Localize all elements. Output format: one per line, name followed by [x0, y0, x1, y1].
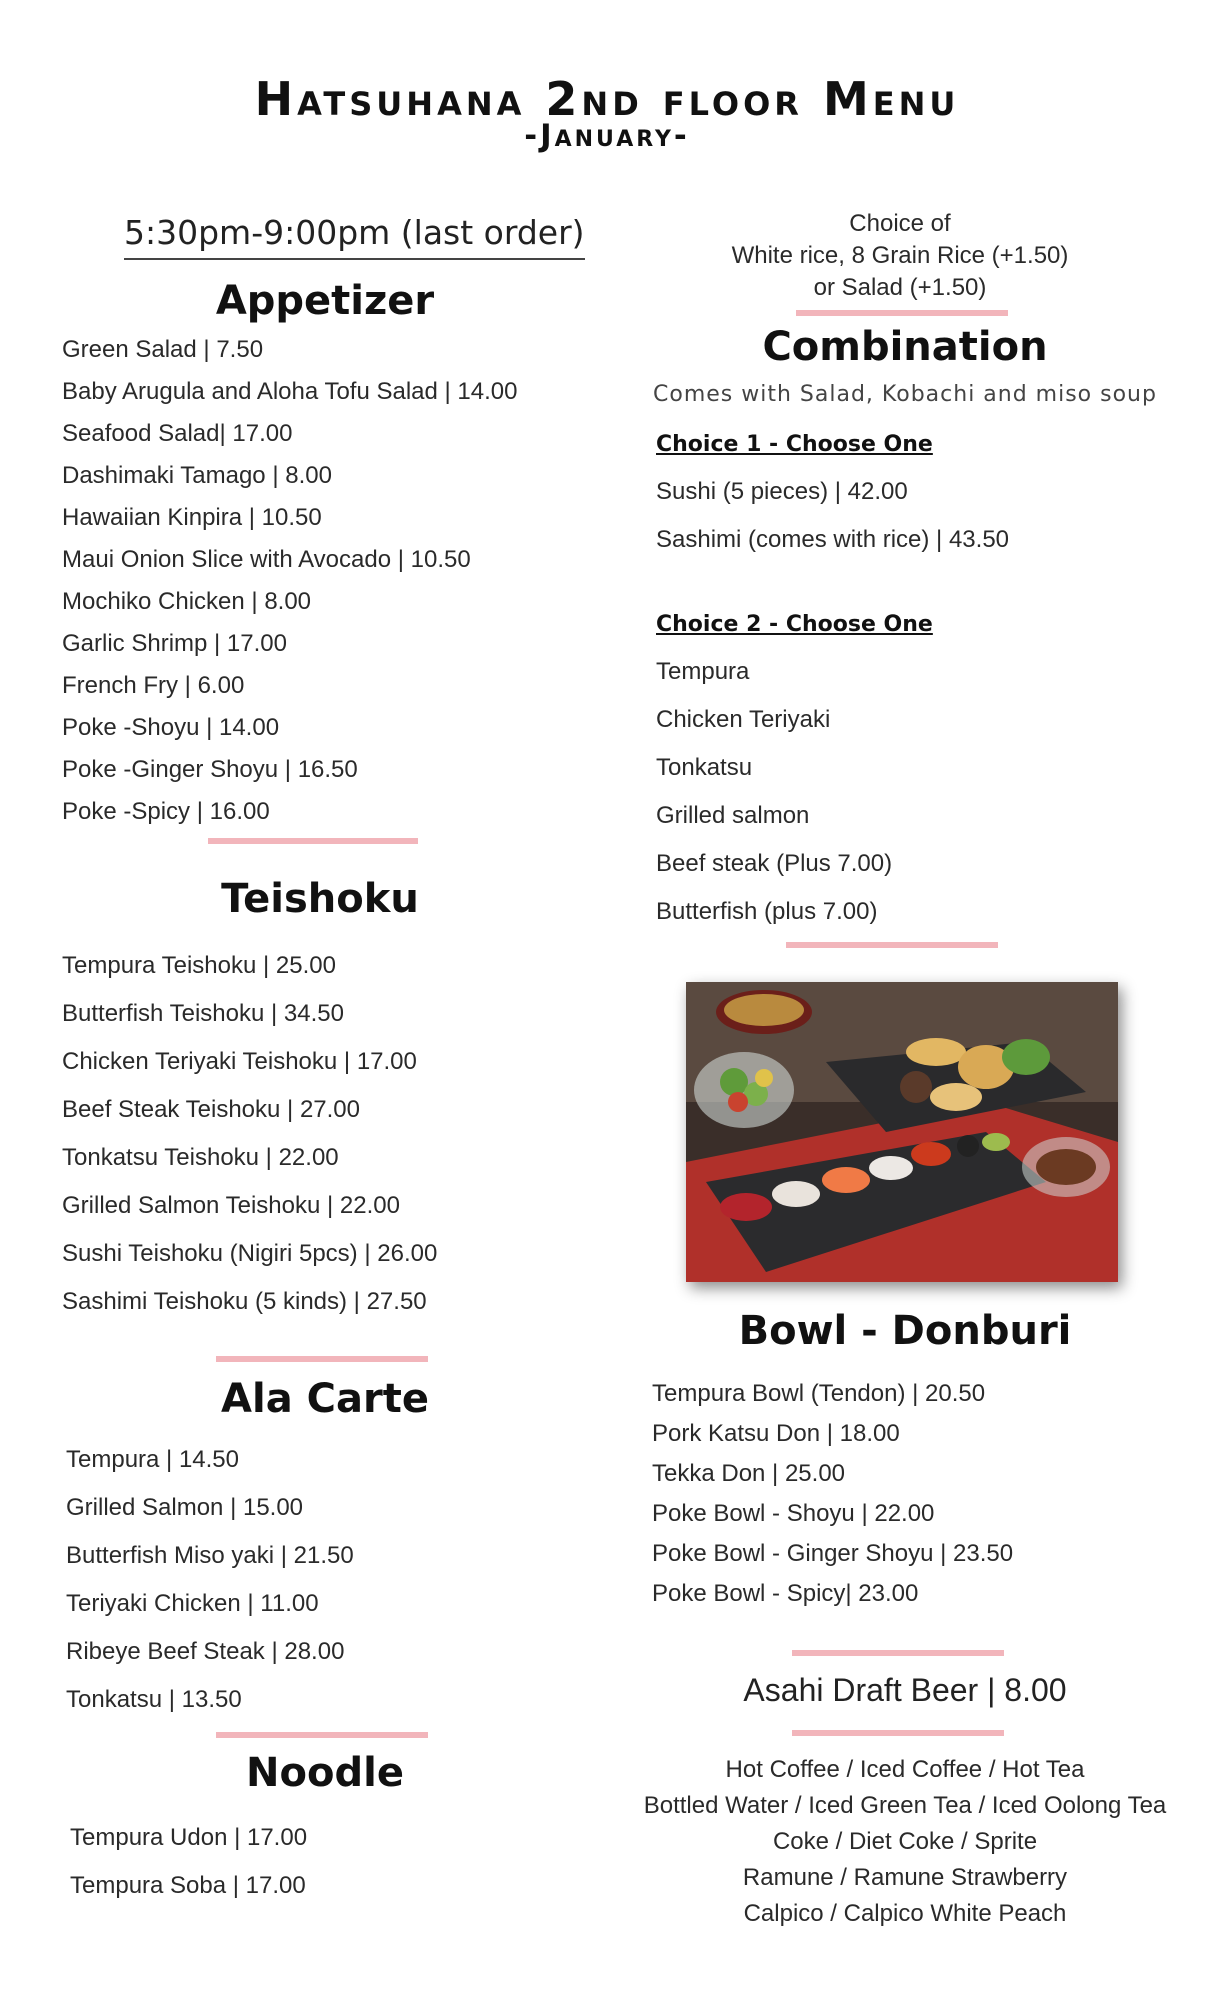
teishoku-item: Chicken Teriyaki Teishoku | 17.00 [62, 1048, 417, 1075]
appetizer-item: Seafood Salad| 17.00 [62, 420, 293, 447]
teishoku-item: Sashimi Teishoku (5 kinds) | 27.50 [62, 1288, 427, 1315]
choice2-item: Grilled salmon [656, 802, 810, 829]
noodle-item: Tempura Udon | 17.00 [70, 1824, 308, 1851]
combination-note: Comes with Salad, Kobachi and miso soup [653, 382, 1157, 407]
teishoku-item: Beef Steak Teishoku | 27.00 [62, 1096, 360, 1123]
choice1-heading: Choice 1 - Choose One [656, 432, 933, 457]
choice1-item: Sushi (5 pieces) | 42.00 [656, 478, 908, 505]
ala-carte-item: Teriyaki Chicken | 11.00 [66, 1590, 319, 1617]
noodle-heading: Noodle [246, 1750, 404, 1796]
ala-carte-item: Tonkatsu | 13.50 [66, 1686, 242, 1713]
bowl-item: Poke Bowl - Ginger Shoyu | 23.50 [652, 1540, 1014, 1567]
rice-choice-line: Choice of [849, 210, 951, 237]
teishoku-item: Butterfish Teishoku | 34.50 [62, 1000, 344, 1027]
choice2-item: Chicken Teriyaki [656, 706, 831, 733]
bowl-item: Tekka Don | 25.00 [652, 1460, 846, 1487]
rice-choice-line: or Salad (+1.50) [813, 274, 987, 301]
section-divider [796, 310, 1008, 316]
drink-line: Ramune / Ramune Strawberry [742, 1864, 1068, 1891]
drink-line: Calpico / Calpico White Peach [743, 1900, 1067, 1927]
appetizer-item: Garlic Shrimp | 17.00 [62, 630, 287, 657]
section-divider [208, 838, 418, 844]
appetizer-item: French Fry | 6.00 [62, 672, 245, 699]
appetizer-item: Mochiko Chicken | 8.00 [62, 588, 312, 615]
appetizer-item: Baby Arugula and Aloha Tofu Salad | 14.00 [62, 378, 518, 405]
bowl-item: Poke Bowl - Spicy| 23.00 [652, 1580, 919, 1607]
appetizer-item: Hawaiian Kinpira | 10.50 [62, 504, 322, 531]
ala-carte-item: Ribeye Beef Steak | 28.00 [66, 1638, 345, 1665]
choice2-item: Butterfish (plus 7.00) [656, 898, 878, 925]
teishoku-item: Sushi Teishoku (Nigiri 5pcs) | 26.00 [62, 1240, 438, 1267]
ala-carte-heading: Ala Carte [221, 1376, 429, 1422]
choice2-item: Tempura [656, 658, 750, 685]
appetizer-item: Poke -Shoyu | 14.00 [62, 714, 280, 741]
ala-carte-item: Butterfish Miso yaki | 21.50 [66, 1542, 354, 1569]
teishoku-heading: Teishoku [221, 876, 419, 922]
noodle-item: Tempura Soba | 17.00 [70, 1872, 306, 1899]
choice2-heading: Choice 2 - Choose One [656, 612, 933, 637]
bowl-heading: Bowl - Donburi [738, 1308, 1072, 1354]
section-divider [792, 1650, 1004, 1656]
appetizer-item: Green Salad | 7.50 [62, 336, 264, 363]
appetizer-item: Dashimaki Tamago | 8.00 [62, 462, 332, 489]
set-meal-photo [686, 982, 1118, 1282]
section-divider [216, 1356, 428, 1362]
section-divider [792, 1730, 1004, 1736]
drink-line: Hot Coffee / Iced Coffee / Hot Tea [725, 1756, 1085, 1783]
appetizer-heading: Appetizer [215, 278, 435, 324]
teishoku-item: Grilled Salmon Teishoku | 22.00 [62, 1192, 400, 1219]
section-divider [216, 1732, 428, 1738]
ala-carte-item: Tempura | 14.50 [66, 1446, 240, 1473]
drink-line: Coke / Diet Coke / Sprite [772, 1828, 1038, 1855]
beer-item: Asahi Draft Beer | 8.00 [743, 1672, 1067, 1708]
choice2-item: Beef steak (Plus 7.00) [656, 850, 893, 877]
ala-carte-item: Grilled Salmon | 15.00 [66, 1494, 304, 1521]
drink-line: Bottled Water / Iced Green Tea / Iced Oolong Tea [643, 1792, 1167, 1819]
bowl-item: Pork Katsu Don | 18.00 [652, 1420, 900, 1447]
rice-choice-line: White rice, 8 Grain Rice (+1.50) [731, 242, 1069, 269]
bowl-item: Poke Bowl - Shoyu | 22.00 [652, 1500, 935, 1527]
teishoku-item: Tonkatsu Teishoku | 22.00 [62, 1144, 339, 1171]
menu-title: Hatsuhana 2nd floor Menu [254, 72, 960, 126]
teishoku-item: Tempura Teishoku | 25.00 [62, 952, 336, 979]
appetizer-item: Maui Onion Slice with Avocado | 10.50 [62, 546, 471, 573]
service-hours: 5:30pm-9:00pm (last order) [124, 213, 585, 260]
appetizer-item: Poke -Spicy | 16.00 [62, 798, 270, 825]
combination-heading: Combination [762, 324, 1048, 370]
choice2-item: Tonkatsu [656, 754, 753, 781]
section-divider [786, 942, 998, 948]
bowl-item: Tempura Bowl (Tendon) | 20.50 [652, 1380, 986, 1407]
appetizer-item: Poke -Ginger Shoyu | 16.50 [62, 756, 358, 783]
menu-subtitle: -January- [524, 118, 690, 154]
choice1-item: Sashimi (comes with rice) | 43.50 [656, 526, 1010, 553]
